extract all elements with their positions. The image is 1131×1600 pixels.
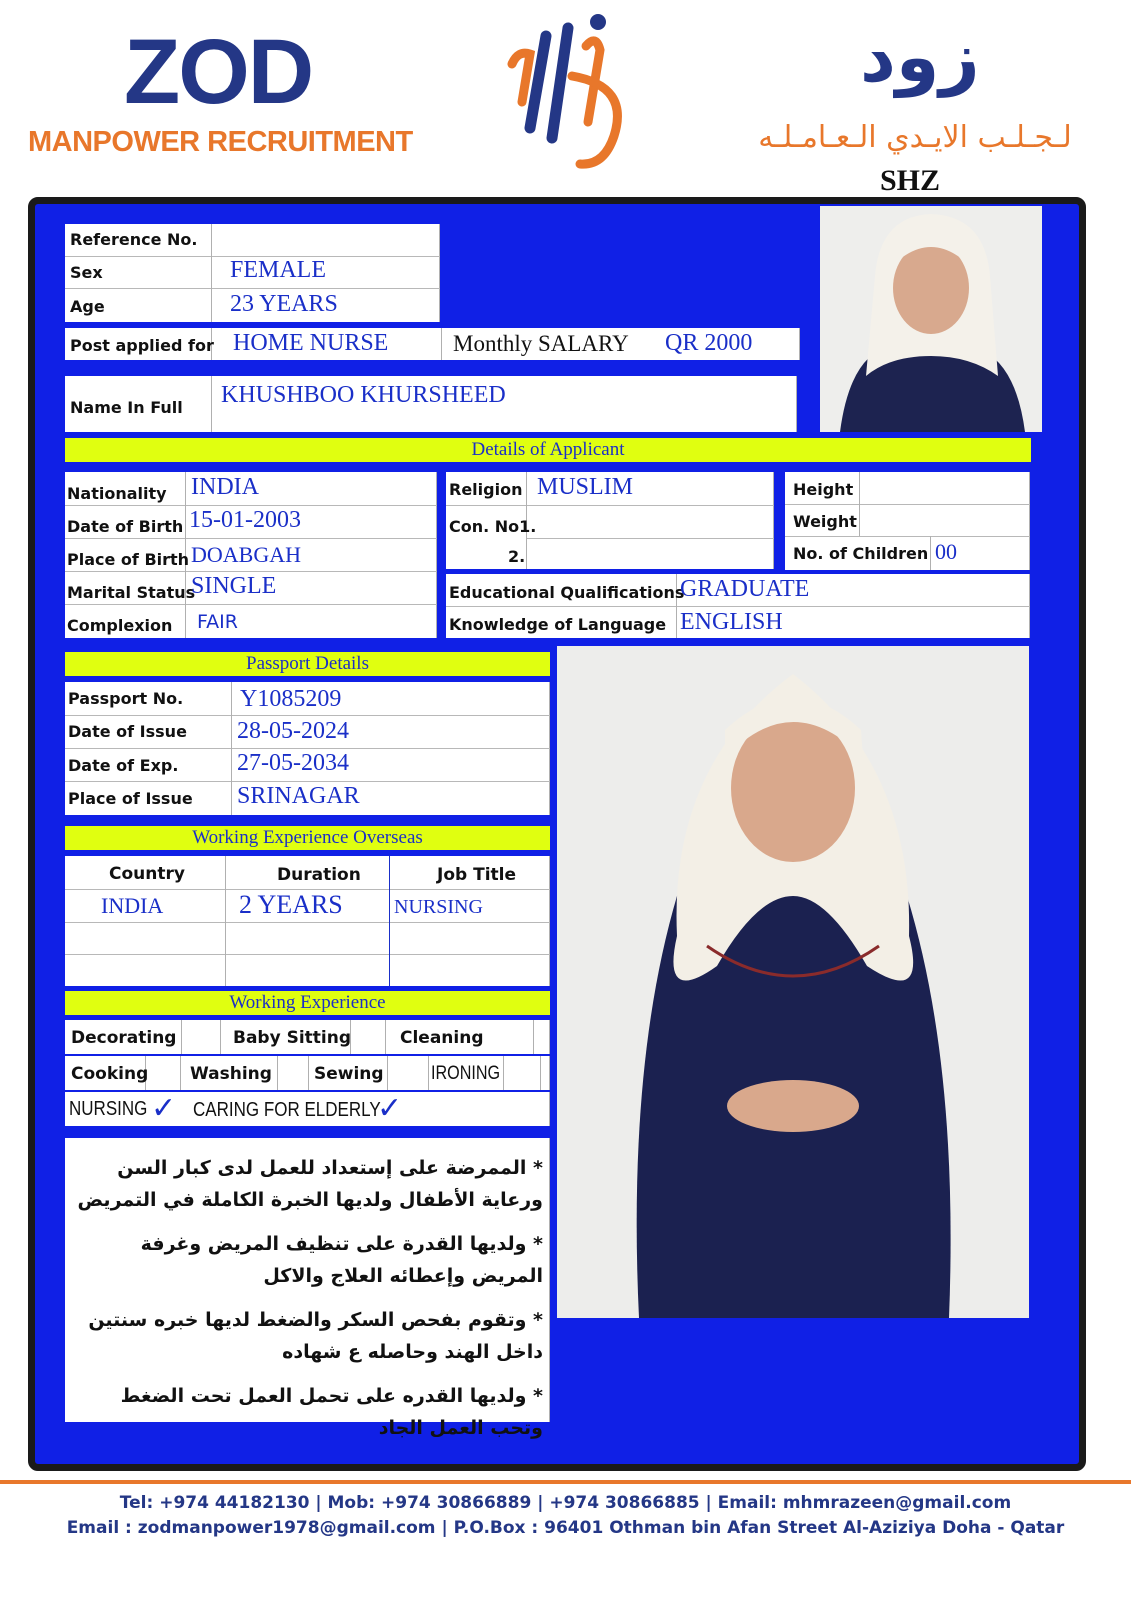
- overseas-col-duration: Duration: [277, 865, 361, 885]
- overseas-col-country: Country: [109, 864, 185, 884]
- footer-contact-line: Tel: +974 44182130 | Mob: +974 30866889 | +974 30866885 | Email: mhmrazeen@gmail.com: [119, 1493, 1012, 1513]
- skills-row-2: [65, 1056, 550, 1090]
- complexion-label: Complexion: [67, 616, 173, 635]
- passport-table: [65, 682, 550, 815]
- full-body-image: [557, 646, 1029, 1318]
- salary-value: QR 2000: [665, 330, 753, 356]
- identity-block: [65, 224, 440, 322]
- education-value: GRADUATE: [680, 576, 810, 602]
- pob-label: Place of Birth: [67, 550, 190, 569]
- skill-sewing: Sewing: [314, 1064, 384, 1084]
- pob-value: DOABGAH: [191, 542, 301, 567]
- company-logo-icon: [500, 6, 640, 176]
- religion-table: [446, 472, 774, 569]
- post-row: [65, 328, 800, 360]
- remark-1: * الممرضة على إستعداد للعمل لدى كبار السن ورعاية الأطفال ولديها الخبرة الكاملة في التمريض: [77, 1157, 543, 1211]
- cv-panel: [28, 197, 1086, 1471]
- elderly-check-icon: ✓: [377, 1091, 403, 1126]
- skill-cooking: Cooking: [71, 1064, 149, 1084]
- skill-cleaning: Cleaning: [400, 1028, 484, 1048]
- marital-value: SINGLE: [191, 573, 277, 599]
- skill-nursing: NURSING: [69, 1098, 148, 1120]
- overseas-table: [65, 856, 550, 986]
- personal-table: [65, 472, 437, 638]
- name-value: KHUSHBOO KHURSHEED: [221, 382, 506, 408]
- sex-value: FEMALE: [230, 257, 326, 283]
- contact1-label: Con. No1.: [449, 517, 537, 536]
- portrait-image: [820, 206, 1042, 432]
- applicant-heading: Details of Applicant: [65, 438, 1031, 462]
- arabic-brand: زود: [860, 16, 980, 98]
- arabic-subtitle: لـجـلـب الايـدي الـعـامـلـه: [758, 120, 1072, 155]
- overseas-heading: Working Experience Overseas: [65, 826, 550, 850]
- name-row: [65, 376, 797, 432]
- footer-address-line: Email : zodmanpower1978@gmail.com | P.O.Box : 96401 Othman bin Afan Street Al-Aziziya Doha - Qatar: [66, 1518, 1065, 1538]
- remark-2: * ولديها القدرة على تنظيف المريض وغرفة المريض وإعطائه العلاج والاكل: [140, 1233, 543, 1287]
- post-label: Post applied for: [70, 336, 214, 355]
- age-label: Age: [70, 297, 105, 316]
- full-body-photo: [557, 646, 1029, 1318]
- skill-decorating: Decorating: [71, 1028, 177, 1048]
- skill-washing: Washing: [190, 1064, 272, 1084]
- physical-table: [785, 472, 1030, 570]
- nationality-label: Nationality: [67, 484, 167, 503]
- religion-value: MUSLIM: [537, 474, 634, 500]
- name-label: Name In Full: [70, 398, 183, 417]
- skills-row-1: [65, 1020, 550, 1054]
- sex-label: Sex: [70, 263, 103, 282]
- salary-label: Monthly SALARY: [453, 331, 629, 356]
- passport-number-label: Passport No.: [68, 689, 184, 708]
- contact2-label: 2.: [508, 547, 526, 566]
- overseas-col-job: Job Title: [437, 865, 516, 885]
- overseas-duration-value: 2 YEARS: [239, 890, 343, 919]
- nationality-value: INDIA: [191, 474, 259, 500]
- portrait-photo: [820, 206, 1042, 432]
- height-label: Height: [793, 480, 854, 499]
- dob-label: Date of Birth: [67, 517, 184, 536]
- weight-label: Weight: [793, 512, 857, 531]
- footer-divider: [0, 1480, 1131, 1484]
- skill-ironing: IRONING: [431, 1063, 501, 1084]
- brand-title: ZOD: [124, 21, 313, 123]
- remark-4: * ولديها القدره على تحمل العمل تحت الضغط وتحب العمل الجاد: [120, 1385, 543, 1439]
- education-table: [446, 574, 1030, 638]
- dob-value: 15-01-2003: [189, 507, 301, 533]
- skill-baby-sitting: Baby Sitting: [233, 1028, 352, 1048]
- children-value: 00: [935, 539, 957, 564]
- issue-date-label: Date of Issue: [68, 722, 187, 741]
- remark-3: * وتقوم بفحص السكر والضغط لديها خبره سنتين داخل الهند وحاصله ع شهاده: [88, 1309, 543, 1363]
- expiry-date-label: Date of Exp.: [68, 756, 179, 775]
- post-value: HOME NURSE: [233, 330, 389, 356]
- skill-caring-elderly: CARING FOR ELDERLY: [193, 1099, 381, 1121]
- overseas-country-value: INDIA: [101, 893, 164, 918]
- language-value: ENGLISH: [680, 609, 783, 635]
- place-of-issue-value: SRINAGAR: [237, 783, 360, 809]
- language-label: Knowledge of Language: [449, 615, 667, 634]
- brand-subtitle: MANPOWER RECRUITMENT: [28, 126, 413, 158]
- company-code: SHZ: [880, 164, 941, 197]
- expiry-date-value: 27-05-2034: [237, 750, 349, 776]
- reference-label: Reference No.: [70, 230, 198, 249]
- issue-date-value: 28-05-2024: [237, 718, 349, 744]
- remarks-box: [65, 1138, 550, 1439]
- age-value: 23 YEARS: [230, 291, 338, 317]
- overseas-job-value: NURSING: [394, 896, 483, 918]
- nursing-check-icon: ✓: [151, 1091, 177, 1126]
- marital-label: Marital Status: [67, 583, 196, 602]
- skills-row-3: [65, 1092, 550, 1126]
- religion-label: Religion: [449, 480, 523, 499]
- passport-number-value: Y1085209: [240, 686, 342, 712]
- place-of-issue-label: Place of Issue: [68, 789, 193, 808]
- skills-heading: Working Experience: [65, 991, 550, 1015]
- passport-heading: Passport Details: [65, 652, 550, 676]
- complexion-value: FAIR: [197, 611, 238, 633]
- education-label: Educational Qualifications: [449, 583, 685, 602]
- children-label: No. of Children: [793, 544, 929, 563]
